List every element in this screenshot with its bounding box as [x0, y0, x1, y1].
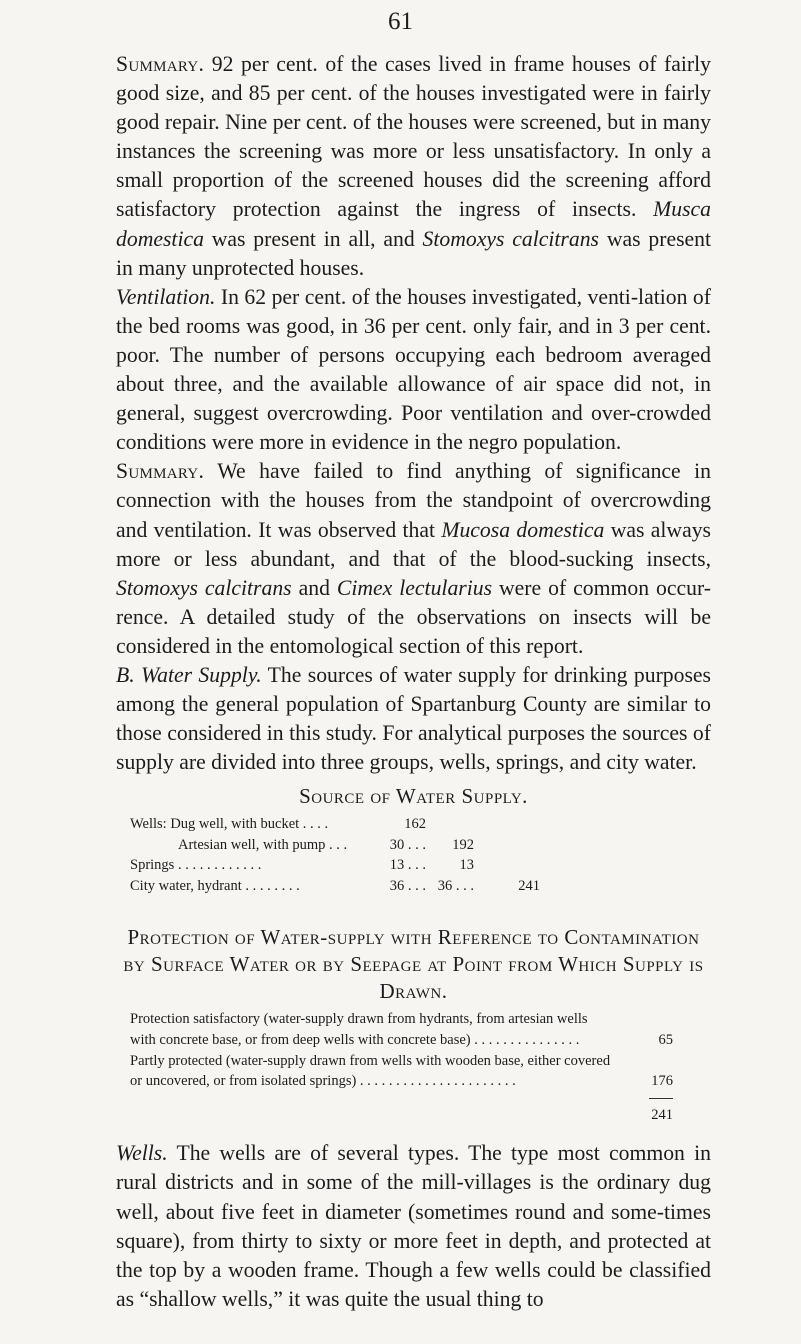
species-name: Cimex lectularius — [336, 575, 493, 600]
row-value: 241 — [518, 877, 540, 894]
paragraph-wells — [116, 1139, 711, 1314]
row-label: City water, hydrant . . . . . . . . — [130, 877, 300, 894]
row-value: 176 — [651, 1073, 673, 1090]
paragraph-summary-ventilation — [116, 457, 711, 661]
table-title-protection: Protection of Water-supply with Reference to Contamination by Surface Water or by Seepage at Point from Which Supply is Drawn. — [123, 925, 704, 1004]
row-value — [474, 837, 540, 858]
paragraph-lead: Summary. — [116, 52, 205, 76]
table-total: 241 — [651, 1106, 673, 1123]
row-value: 30 . . . — [389, 836, 426, 853]
row-value: 13 . . . — [389, 857, 426, 874]
row-text: Protection satisfactory (water-supply drawn from hydrants, from artesian wells with concrete base, or from deep wells with concrete base) . . . . . . . . . . . . . . . — [130, 1011, 588, 1048]
paragraph-ventilation — [116, 283, 711, 458]
species-name: Mucosa domestica — [441, 517, 605, 542]
table-row — [130, 816, 540, 837]
row-value: 36 . . . — [437, 877, 474, 894]
row-value: 192 — [452, 836, 474, 853]
table-row — [130, 857, 540, 878]
row-value: 36 . . . — [389, 877, 426, 894]
paragraph-lead: Wells. — [116, 1141, 168, 1166]
species-name: Stomoxys calcitrans — [116, 575, 292, 600]
row-value: 65 — [658, 1031, 673, 1048]
paragraph-text: and — [291, 575, 337, 600]
paragraph-lead: Summary. — [116, 459, 205, 484]
row-label: Wells: Dug well, with bucket . . . . — [130, 816, 329, 833]
paragraph-text: were of common occur-rence. A detailed study of the observations on insects will be considered in the entomological section of this report. — [116, 575, 711, 658]
row-value — [474, 857, 540, 878]
page-number: 61 — [388, 8, 413, 35]
paragraph-lead: B. Water Supply. — [116, 662, 262, 687]
page-body — [116, 50, 711, 1314]
paragraph-text: In 62 per cent. of the houses investigated, venti-lation of the bed rooms was good, in 36 per cent. only fair, and in 3 per cent. poor. The number of persons occupying each bedroom averaged about three, and the available allowance of air space did not, in general, suggest overcrowding. Poor ventilation and over-crowded conditions were more in evidence in the negro population. — [116, 284, 711, 455]
paragraph-lead: Ventilation. — [116, 284, 216, 309]
row-label: Springs . . . . . . . . . . . . — [130, 857, 262, 874]
species-name: Stomoxys calcitrans — [422, 226, 599, 251]
row-value: 162 — [404, 816, 426, 833]
paragraph-text: 92 per cent. of the cases lived in frame houses of fairly good size, and 85 per cent. of the houses investigated were in fairly good repair. Nine per cent. of the houses were screened, but in many instances the screening was more or less unsatisfactory. In only a small proportion of the screened houses did the screening afford satisfactory protection against the ingress of insects. — [116, 52, 711, 222]
table-row — [130, 837, 540, 858]
paragraph-text: We have failed to find anything of significance in connection with the houses from the standpoint of overcrowding and ventilation. It was observed that — [116, 459, 711, 542]
row-value — [426, 816, 474, 837]
water-source-table — [130, 816, 540, 898]
paragraph-text: was present in all, and — [203, 226, 423, 251]
paragraph-text: was present in many unprotected houses. — [116, 226, 712, 280]
table-row — [130, 1009, 673, 1050]
paragraph-summary-housing — [116, 50, 711, 283]
sum-rule — [649, 1098, 673, 1099]
table-row — [130, 878, 540, 899]
paragraph-text: The sources of water supply for drinking purposes among the general population of Spartanburg County are similar to those considered in this study. For analytical purposes the sources of supply are divided into three groups, wells, springs, and city water. — [116, 662, 711, 775]
species-name: Musca domestica — [116, 197, 711, 251]
table-title-water-source: Source of Water Supply. — [299, 784, 528, 809]
paragraph-text: The wells are of several types. The type most common in rural districts and in some of the mill-villages is the ordinary dug well, about five feet in diameter (sometimes round and some-times square), from thirty to sixty or more feet in depth, and protected at the top by a wooden frame. Though a few wells could be classified as “shallow wells,” it was quite the usual thing to — [116, 1141, 711, 1311]
row-text: Partly protected (water-supply drawn from wells with wooden base, either covered or uncovered, or from isolated springs) . . . . . . . . . . . . . . . . . . . . . . — [130, 1052, 611, 1090]
row-value — [474, 816, 540, 837]
paragraph-water-supply — [116, 661, 711, 777]
row-label: Artesian well, with pump . . . — [178, 836, 348, 853]
row-value: 13 — [459, 857, 474, 874]
table-row — [130, 1051, 673, 1092]
protection-table — [130, 1009, 673, 1125]
paragraph-text: was always more or less abundant, and that of the blood-sucking insects, — [116, 517, 711, 571]
